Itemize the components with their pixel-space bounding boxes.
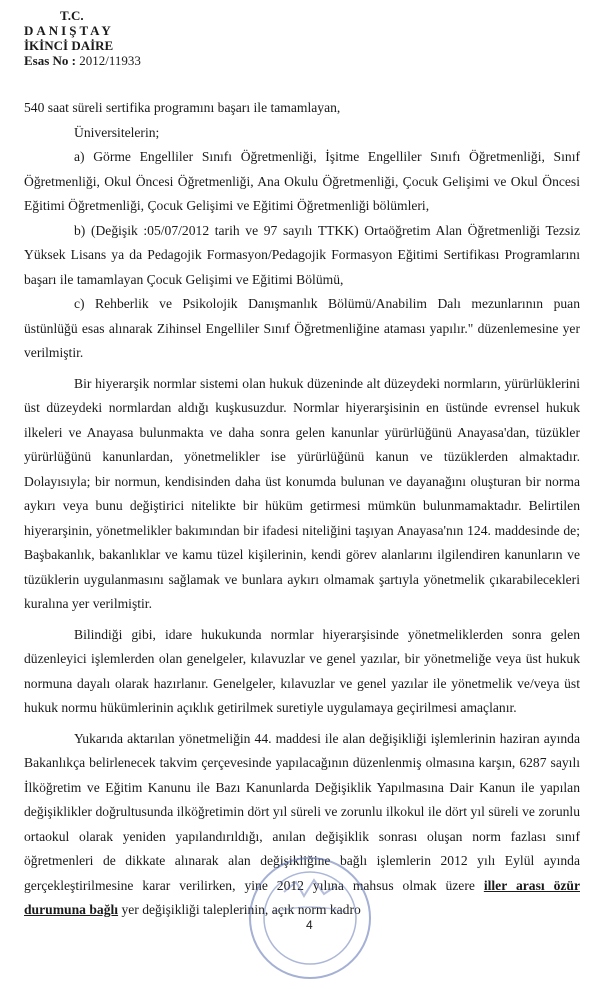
- page-number: 4: [306, 918, 313, 932]
- paragraph-regulation-tail: yer değişikliği taleplerinin, açık norm kadro: [118, 902, 361, 917]
- paragraph-regulation-text: Yukarıda aktarılan yönetmeliğin 44. maddesi ile alan değişikliği işlemlerinin haziran ayında Bakanlıkça belirlenecek takvim çerçevesinde yapılacağının düzenlenmiş olmasına karşın, 6287 sayılı İlköğretim ve Eğitim Kanunu ile Bazı Kanunlarda Değişiklik Yapılmasına Dair Kanun ile yapılan değişiklikler doğrultusunda ilköğretimin dört yıl süreli ve zorunlu ilkokul ile dört yıl süreli ve zorunlu ortaokul olarak yeniden yapılandırıldığı, anılan değişiklik sonrası oluşan norm fazlası sınıf öğretmenleri de dikkate alınarak alan değişikliğine bağlı işlemlerin 2012 yılı Eylül ayında gerçekleştirilmesine karar verilirken, yine 2012 yılına mahsus olmak üzere: [24, 730, 580, 893]
- document-body: [24, 96, 580, 923]
- paragraph-hierarchy: Bir hiyerarşik normlar sistemi olan hukuk düzeninde alt düzeydeki normların, yürürlüklerini üst düzeydeki normlardan aldığı kuşkusuzdur. Normlar hiyerarşisinin en üstünde evrensel hukuk ilkeleri ve Anayasa bulunmakta ve daha sonra gelen kanunlar yürürlüğünü Anayasa'dan, tüzükler yürürlüğünü kanunlardan, yönetmelikler ise yürürlüğünü kanun ve tüzüklerden almaktadır. Dolayısıyla; bir normun, kendisinden daha üst konumda bulunan ve dayanağını oluşturan bir norma aykırı veya bunu değiştirici nitelikte bir hüküm getirmesi mümkün bulunmamaktadır. Belirtilen hiyerarşinin, yönetmelikler bakımından bir ifadesi niteliğini taşıyan Anayasa'nın 124. maddesinde de; Başbakanlık, bakanlıklar ve kamu tüzel kişilerinin, kendi görev alanlarını ilgilendiren kanunların ve tüzüklerin uygulanmasını sağlamak ve bunlara aykırı olmamak şartıyla yönetmelik çıkarabilecekleri kuralına yer verilmiştir.: [24, 375, 580, 611]
- paragraph-item-c: c) Rehberlik ve Psikolojik Danışmanlık Bölümü/Anabilim Dalı mezunlarının puan üstünlüğü esas alınarak Zihinsel Engelliler Sınıf Öğretmenliğine ataması yapılır." düzenlemesine yer verilmiştir.: [24, 296, 580, 360]
- court-name: DANIŞTAY: [24, 23, 114, 38]
- paragraph-intro: 540 saat süreli sertifika programını başarı ile tamamlayan,: [24, 100, 341, 115]
- chamber-name: İKİNCİ DAİRE: [24, 38, 114, 53]
- case-number-label: Esas No :: [24, 53, 77, 68]
- paragraph-universities: Üniversitelerin;: [74, 124, 160, 140]
- document-header: [24, 8, 141, 68]
- case-number: 2012/11933: [79, 53, 141, 68]
- paragraph-circulars: Bilindiği gibi, idare hukukunda normlar hiyerarşisinde yönetmeliklerden sonra gelen düzenleyici işlemlerden olan genelgeler, kılavuzlar ve genel yazılar, bir yönetmeliğe veya üst hukuk normuna dayalı olarak hazırlanır. Genelgeler, kılavuzlar ve genel yazılar ile yönetmelik ve/veya üst hukuk normu hükümlerinin açıklık getirilmek suretiyle uygulamaya geçirilmesi amaçlanır.: [24, 626, 580, 715]
- paragraph-item-a: a) Görme Engelliler Sınıfı Öğretmenliği, İşitme Engelliler Sınıfı Öğretmenliği, Sınıf Öğretmenliği, Okul Öncesi Öğretmenliği, Ana Okulu Öğretmenliği, Çocuk Gelişimi ve Okul Öncesi Eğitimi Öğretmenliği, Çocuk Gelişimi ve Eğitimi Öğretmenliği bölümleri,: [24, 149, 580, 213]
- underlined-phrase: iller arası özür durumuna bağlı: [24, 877, 580, 917]
- tc-label: T.C.: [60, 8, 84, 23]
- case-number-line: [24, 53, 141, 68]
- paragraph-item-b: b) (Değişik :05/07/2012 tarih ve 97 sayılı TTKK) Ortaöğretim Alan Öğretmenliği Tezsiz Yüksek Lisans ya da Pedagojik Formasyon/Pedagojik Formasyon Eğitimi Sertifikası Programlarını başarı ile tamamlayan Çocuk Gelişimi ve Eğitimi Bölümü,: [24, 222, 580, 287]
